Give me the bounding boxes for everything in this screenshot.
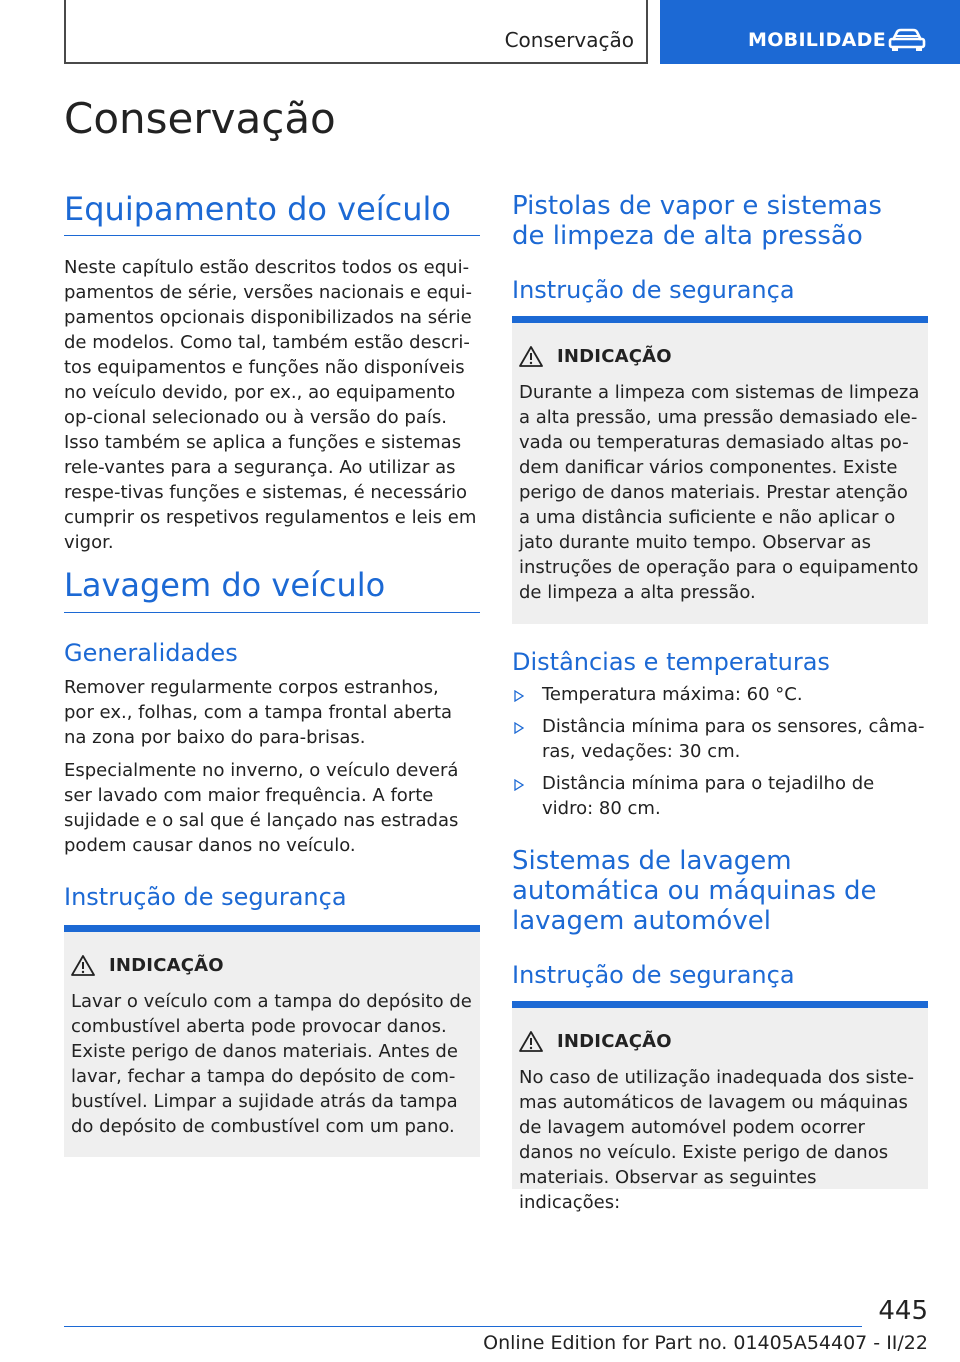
warning-triangle-icon bbox=[519, 1030, 543, 1052]
list-item-text: Distância mínima para o tejadilho de vidro: 80 cm. bbox=[542, 773, 875, 819]
notice-label: INDICAÇÃO bbox=[557, 1030, 672, 1052]
paragraph-general-2: Especialmente no inverno, o veículo deverá ser lavado com maior frequência. A forte sujidade e o sal que é lançado nas estradas podem causar danos no veículo. bbox=[64, 760, 459, 856]
heading-general: Generalidades bbox=[64, 639, 238, 667]
heading-equipment: Equipamento do veículo bbox=[64, 190, 451, 228]
notice-label: INDICAÇÃO bbox=[557, 345, 672, 367]
triangle-bullet-icon bbox=[514, 779, 524, 791]
header-section-box bbox=[64, 0, 648, 64]
notice-text: Durante a limpeza com sistemas de limpeza a alta pressão, uma pressão demasiado ele-vada ou temperaturas demasiado altas po-dem danificar vários componentes. Existe perigo de danos materiais. Prestar atenção a uma distância suficiente e não aplicar o jato durante muito tempo. Observar as instruções de operação para o equipamento de limpeza a alta pressão. bbox=[519, 382, 920, 603]
notice-header bbox=[519, 1027, 672, 1055]
notice-box-pressure bbox=[512, 316, 928, 624]
car-icon bbox=[888, 26, 926, 52]
paragraph-general-1: Remover regularmente corpos estranhos, por ex., folhas, com a tampa frontal aberta na zona por baixo do para-brisas. bbox=[64, 677, 453, 748]
list-item bbox=[512, 771, 926, 821]
warning-triangle-icon bbox=[71, 954, 95, 976]
notice-text: Lavar o veículo com a tampa do depósito de combustível aberta pode provocar danos. Existe perigo de danos materiais. Antes de lavar, fechar a tampa do depósito de com-bustível. Limpar a sujidade atrás da tampa do depósito de combustível com um pano. bbox=[71, 991, 472, 1137]
notice-box-car-wash bbox=[512, 1001, 928, 1213]
heading-car-wash: Sistemas de lavagem automática ou máquinas de lavagem automóvel bbox=[512, 846, 877, 936]
heading-distances: Distâncias e temperaturas bbox=[512, 648, 830, 676]
list-item bbox=[512, 714, 926, 764]
heading-safety-right-1: Instrução de segurança bbox=[512, 276, 795, 304]
heading-steam-cleaners: Pistolas de vapor e sistemas de limpeza de alta pressão bbox=[512, 191, 882, 251]
footer-edition: Online Edition for Part no. 01405A54407 - II/22 bbox=[483, 1332, 928, 1354]
heading-washing: Lavagem do veículo bbox=[64, 566, 386, 604]
paragraph-equipment: Neste capítulo estão descritos todos os equi-pamentos de série, versões nacionais e equi-pamentos opcionais disponibilizados na série de modelos. Como tal, também estão descri-tos equipamentos e funções não disponíveis no veículo devido, por ex., ao equipamento op-cional selecionado ou à versão do país. Isso também se aplica a funções e sistemas rele-vantes para a segurança. Ao utilizar as respe-tivas funções e sistemas, é necessário cumprir os respetivos regulamentos e leis em vigor. bbox=[64, 257, 477, 553]
header-tab-mobility[interactable] bbox=[660, 0, 960, 64]
warning-triangle-icon bbox=[519, 345, 543, 367]
header-tab-label: MOBILIDADE bbox=[748, 29, 887, 51]
footer-rule bbox=[64, 1326, 862, 1327]
notice-header bbox=[71, 951, 224, 979]
heading-safety-left: Instrução de segurança bbox=[64, 883, 347, 911]
list-item-text: Temperatura máxima: 60 °C. bbox=[542, 684, 803, 705]
notice-header bbox=[519, 342, 672, 370]
list-item-text: Distância mínima para os sensores, câma-ras, vedações: 30 cm. bbox=[542, 716, 925, 762]
triangle-bullet-icon bbox=[514, 722, 524, 734]
heading-rule bbox=[64, 612, 480, 613]
notice-text: No caso de utilização inadequada dos siste-mas automáticos de lavagem ou máquinas de lavagem automóvel podem ocorrer danos no veículo. Existe perigo de danos materiais. Observar as seguintes indicações: bbox=[519, 1067, 914, 1213]
heading-rule bbox=[64, 235, 480, 236]
notice-box-fuel bbox=[64, 925, 480, 1157]
page-number: 445 bbox=[878, 1296, 928, 1326]
list-item bbox=[512, 682, 926, 707]
heading-safety-right-2: Instrução de segurança bbox=[512, 961, 795, 989]
triangle-bullet-icon bbox=[514, 690, 524, 702]
header-section-title: Conservação bbox=[504, 28, 634, 52]
notice-label: INDICAÇÃO bbox=[109, 954, 224, 976]
distances-list bbox=[512, 682, 926, 828]
page-title: Conservação bbox=[64, 94, 336, 143]
